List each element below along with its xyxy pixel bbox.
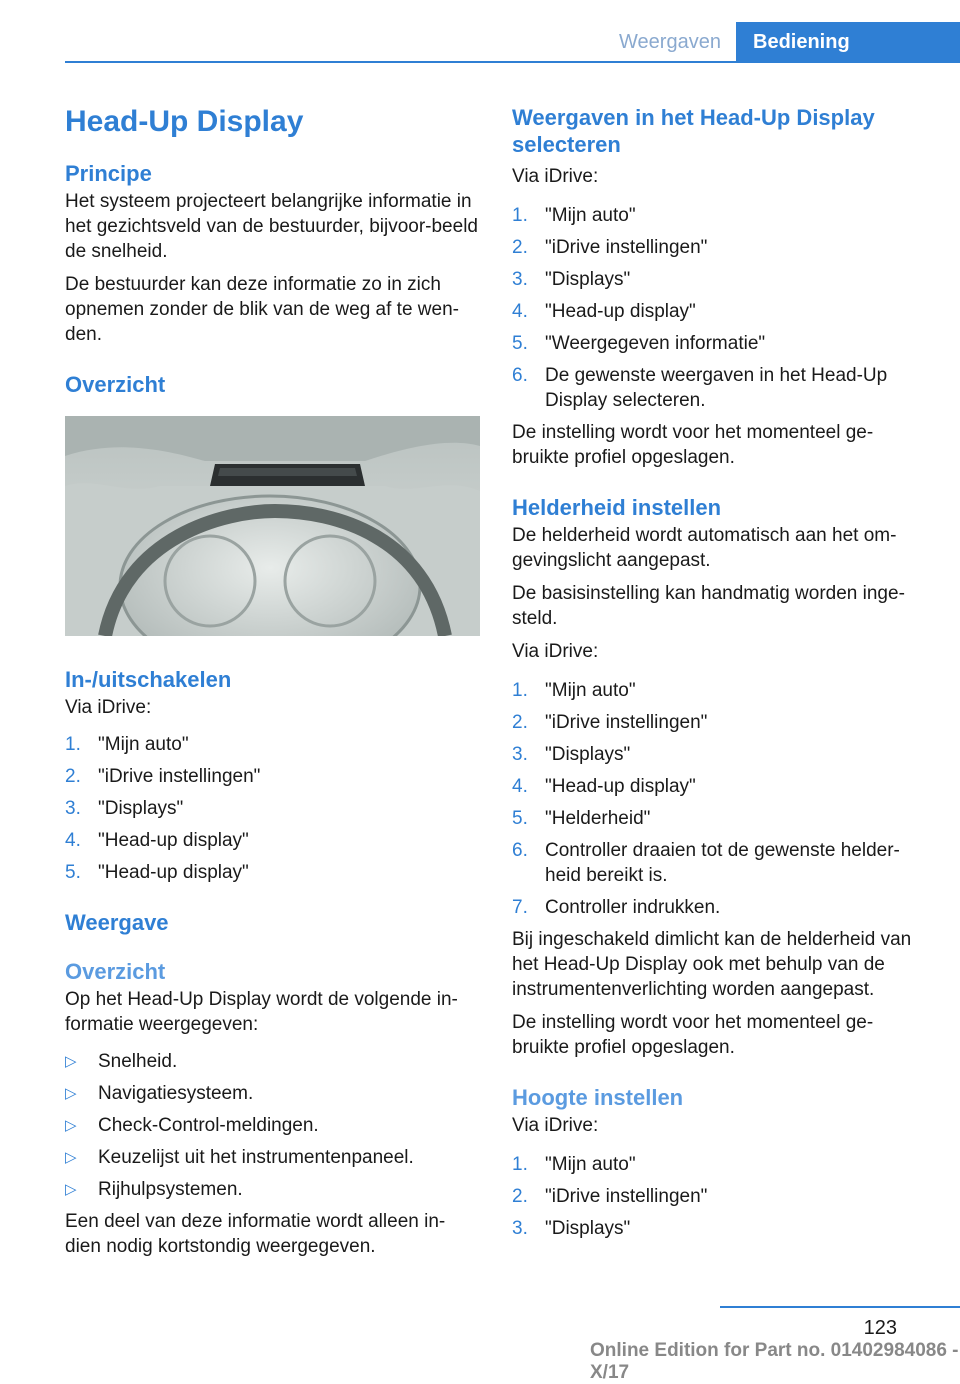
header-tab-bediening[interactable]: Bediening (736, 22, 960, 62)
page-title: Head-Up Display (65, 105, 304, 138)
header-tab-weergaven[interactable]: Weergaven (619, 31, 721, 53)
list-item: 4. "Head-up display" (512, 301, 696, 322)
left-column-lower (65, 666, 480, 1267)
hoogte-steps (512, 1152, 927, 1241)
edition-watermark: Online Edition for Part no. 01402984086 - X/17 (590, 1340, 959, 1383)
principe-paragraph-2: De bestuurder kan deze informatie zo in zich opnemen zonder de blik van de weg af te wen-den. (65, 274, 459, 345)
weergave-bullets (65, 1049, 480, 1202)
left-column (65, 104, 480, 398)
helderheid-paragraph-1: De helderheid wordt automatisch aan het om-gevingslicht aangepast. (512, 525, 897, 571)
list-item: 1. "Mijn auto" (65, 734, 189, 755)
weergave-intro: Op het Head-Up Display wordt de volgende in-formatie weergegeven: (65, 989, 458, 1035)
list-item: ▷ Check-Control-meldingen. (65, 1115, 319, 1136)
list-item: 7. Controller indrukken. (512, 897, 721, 918)
list-item: 1. "Mijn auto" (512, 1154, 636, 1175)
section-heading-hoogte: Hoogte instellen (512, 1085, 684, 1110)
list-item: ▷ Rijhulpsystemen. (65, 1179, 243, 1200)
list-item: 5. "Head-up display" (65, 862, 249, 883)
list-item: ▷ Keuzelijst uit het instrumentenpaneel. (65, 1147, 414, 1168)
helderheid-steps (512, 678, 927, 920)
list-item: 6. De gewenste weergaven in het Head-Up Display selecteren. (512, 365, 888, 411)
list-item: 1. "Mijn auto" (512, 205, 636, 226)
list-item: 1. "Mijn auto" (512, 680, 636, 701)
right-column (512, 104, 927, 1248)
list-item: 2. "iDrive instellingen" (512, 237, 708, 258)
inuit-via: Via iDrive: (65, 697, 152, 718)
list-item: 3. "Displays" (512, 269, 631, 290)
list-item: ▷ Navigatiesysteem. (65, 1083, 254, 1104)
section-heading-overzicht: Overzicht (65, 372, 166, 397)
inuit-steps (65, 732, 480, 885)
helderheid-paragraph-4: De instelling wordt voor het momenteel ge-bruikte profiel opgeslagen. (512, 1012, 874, 1058)
head-up-display-photo (65, 416, 480, 636)
hoogte-via: Via iDrive: (512, 1115, 599, 1136)
list-item: 3. "Displays" (512, 1218, 631, 1239)
page-number: 123 (863, 1317, 897, 1339)
helderheid-paragraph-3: Bij ingeschakeld dimlicht kan de helderheid van het Head-Up Display ook met behulp van de instrumentenverlichting worden aangepast. (512, 929, 912, 1000)
list-item: 5. "Helderheid" (512, 808, 651, 829)
helderheid-via: Via iDrive: (512, 641, 599, 662)
weergave-outro: Een deel van deze informatie wordt alleen in-dien nodig kortstondig weergegeven. (65, 1211, 446, 1257)
helderheid-paragraph-2: De basisinstelling kan handmatig worden inge-steld. (512, 583, 905, 629)
list-item: 2. "iDrive instellingen" (65, 766, 261, 787)
list-item: 2. "iDrive instellingen" (512, 1186, 708, 1207)
list-item: 3. "Displays" (65, 798, 184, 819)
select-via: Via iDrive: (512, 166, 599, 187)
list-item: 5. "Weergegeven informatie" (512, 333, 766, 354)
list-item: ▷ Snelheid. (65, 1051, 178, 1072)
list-item: 6. Controller draaien tot de gewenste helder-heid bereikt is. (512, 840, 900, 886)
section-heading-inuit: In-/uitschakelen (65, 667, 232, 692)
section-heading-weergave: Weergave (65, 910, 169, 935)
section-heading-select: Weergaven in het Head-Up Display selecteren (512, 105, 875, 157)
header-rule (65, 61, 960, 63)
subheading-overzicht: Overzicht (65, 959, 166, 984)
select-note: De instelling wordt voor het momenteel ge-bruikte profiel opgeslagen. (512, 422, 874, 468)
footer-rule (720, 1306, 960, 1308)
list-item: 2. "iDrive instellingen" (512, 712, 708, 733)
section-heading-helderheid: Helderheid instellen (512, 495, 722, 520)
section-heading-principe: Principe (65, 161, 152, 186)
select-steps (512, 203, 927, 413)
list-item: 4. "Head-up display" (65, 830, 249, 851)
list-item: 3. "Displays" (512, 744, 631, 765)
list-item: 4. "Head-up display" (512, 776, 696, 797)
principe-paragraph-1: Het systeem projecteert belangrijke informatie in het gezichtsveld van de bestuurder, bijvoor-beeld de snelheid. (65, 191, 478, 262)
